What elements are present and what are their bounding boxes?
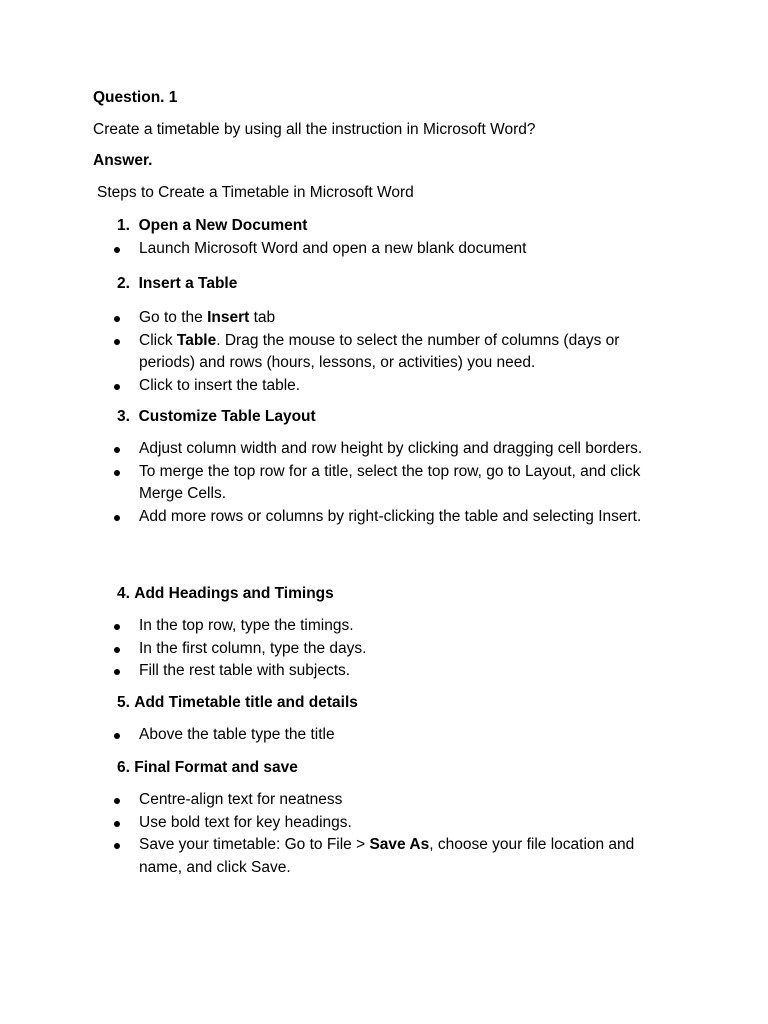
- bullet-text: To merge the top row for a title, select the top row, go to Layout, and click Merge Cells.: [139, 462, 641, 502]
- bullet-text: Adjust column width and row height by clicking and dragging cell borders.: [139, 440, 643, 457]
- bullet-text: Click to insert the table.: [139, 376, 301, 394]
- section-number: 3.: [117, 408, 130, 425]
- bullet-text-bold: Insert: [207, 309, 250, 326]
- intro-text: Steps to Create a Timetable in Microsoft Word: [97, 184, 414, 201]
- list-item: [114, 238, 674, 261]
- bullet-icon: [114, 669, 120, 675]
- bullet-text-pre: Click: [139, 331, 177, 349]
- section-number: 2.: [117, 275, 130, 292]
- section-number: 6.: [117, 759, 130, 776]
- bullet-text-pre: Go to the: [139, 309, 208, 326]
- bullet-text-post: . Drag the mouse to select the number of columns (days or periods) and rows (hours, lessons, or activities) you need.: [139, 331, 620, 371]
- section-heading-1: [117, 215, 307, 238]
- bullet-text: Launch Microsoft Word and open a new blank document: [139, 240, 527, 257]
- section-title: Final Format and save: [134, 759, 298, 776]
- bullet-text-pre: Save your timetable: Go to File >: [139, 836, 370, 853]
- bullet-text: Above the table type the title: [139, 726, 335, 743]
- bullet-icon: [114, 470, 120, 476]
- question-label: Question. 1: [93, 89, 178, 106]
- list-item: [114, 438, 674, 461]
- list-item: [114, 461, 674, 506]
- section-heading-5: [117, 692, 358, 715]
- section-heading-3: [117, 406, 316, 429]
- list-item: [114, 330, 674, 375]
- bullet-text-post: , choose your file location and name, and click Save.: [139, 836, 635, 876]
- list-item: [114, 638, 674, 661]
- list-item: [114, 375, 674, 398]
- bullet-icon: [114, 624, 120, 630]
- section-title: Insert a Table: [138, 275, 238, 292]
- bullet-text: In the top row, type the timings.: [139, 617, 354, 634]
- bullet-icon: [114, 647, 120, 653]
- list-item: [114, 506, 674, 529]
- bullet-icon: [114, 821, 120, 827]
- bullet-text-post: tab: [249, 309, 276, 326]
- list-item: [114, 615, 674, 638]
- list-item: [114, 307, 674, 330]
- bullet-list-3: [114, 438, 674, 528]
- bullet-list-4: [114, 615, 674, 683]
- section-number: 4.: [117, 585, 130, 602]
- bullet-list-2: [114, 307, 674, 397]
- bullet-icon: [114, 733, 120, 739]
- list-item: [114, 724, 674, 747]
- bullet-icon: [114, 515, 120, 521]
- list-item: [114, 834, 674, 879]
- bullet-text: Fill the rest table with subjects.: [139, 662, 351, 679]
- bullet-icon: [114, 316, 120, 322]
- bullet-icon: [114, 798, 120, 804]
- bullet-icon: [114, 843, 120, 849]
- section-heading-2: [117, 273, 237, 296]
- section-title: Open a New Document: [138, 217, 308, 234]
- answer-label: Answer.: [93, 152, 153, 169]
- section-heading-6: [117, 757, 298, 780]
- bullet-icon: [114, 339, 120, 345]
- bullet-text: Use bold text for key headings.: [139, 813, 352, 831]
- question-text: Create a timetable by using all the instruction in Microsoft Word?: [93, 121, 536, 138]
- bullet-text-bold: Table: [176, 331, 217, 349]
- section-title: Customize Table Layout: [138, 408, 316, 425]
- list-item: [114, 812, 674, 835]
- section-title: Add Timetable title and details: [134, 694, 358, 711]
- bullet-icon: [114, 247, 120, 253]
- bullet-list-6: [114, 789, 674, 879]
- bullet-list-1: [114, 238, 674, 261]
- bullet-icon: [114, 384, 120, 390]
- section-heading-4: [117, 583, 334, 606]
- bullet-text: In the first column, type the days.: [139, 639, 367, 657]
- bullet-text: Centre-align text for neatness: [139, 791, 343, 808]
- bullet-text: Add more rows or columns by right-clicking the table and selecting Insert.: [139, 507, 642, 525]
- section-number: 1.: [117, 217, 130, 234]
- bullet-list-5: [114, 724, 674, 747]
- bullet-icon: [114, 447, 120, 453]
- section-title: Add Headings and Timings: [134, 585, 334, 602]
- list-item: [114, 660, 674, 683]
- bullet-text-bold: Save As: [369, 836, 430, 853]
- list-item: [114, 789, 674, 812]
- section-number: 5.: [117, 694, 130, 711]
